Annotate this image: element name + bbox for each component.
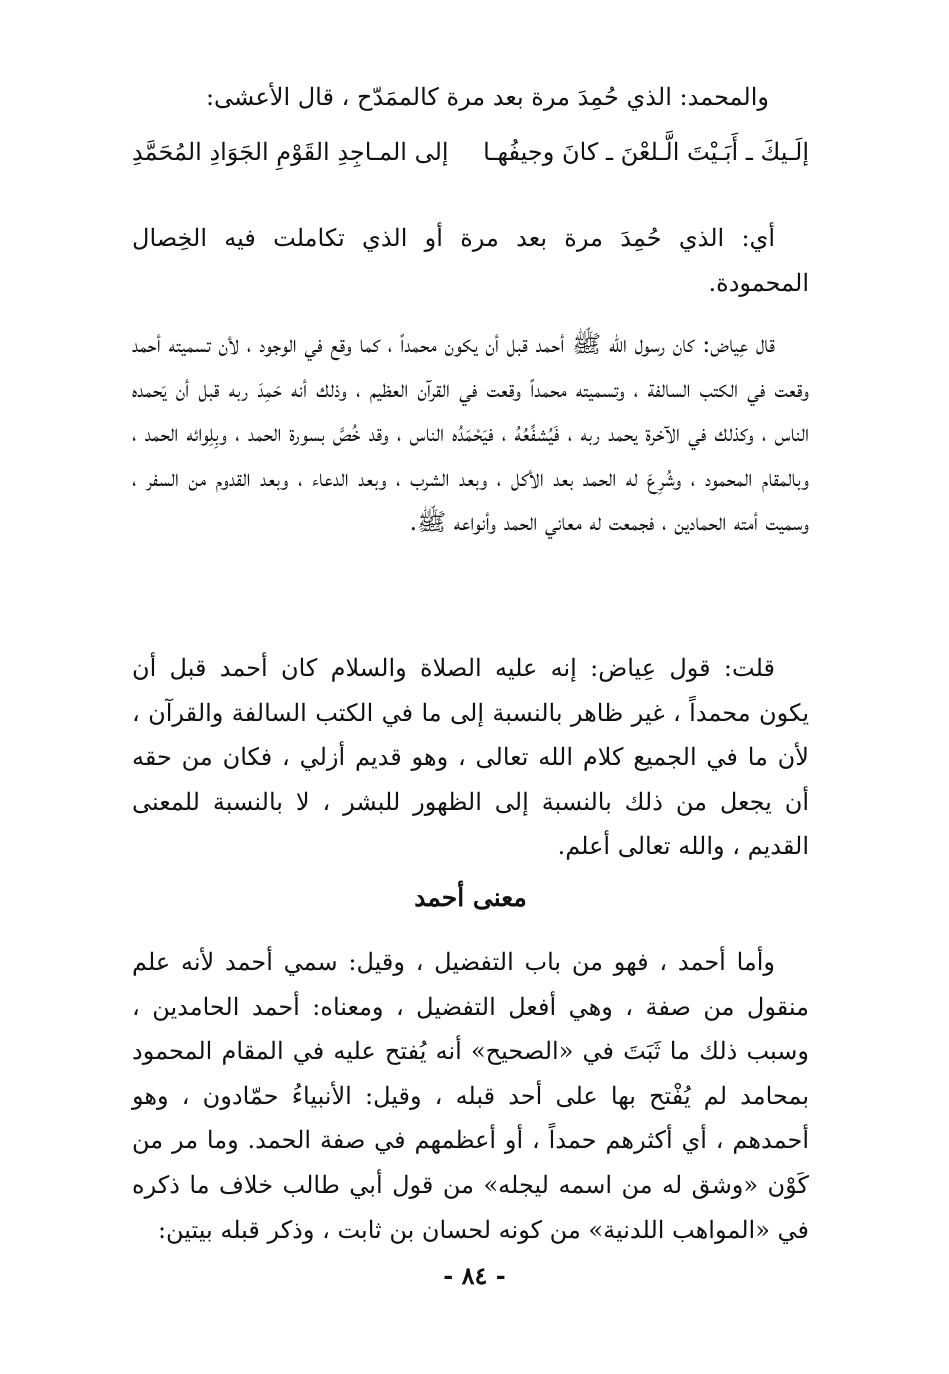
verse-first-hemistich: إلَـيكَ ـ أَبَـيْتَ الَّـلعْنَ ـ كانَ وجيفُهـا [483,138,809,166]
section-heading: معنى أحمد [414,883,527,912]
paragraph-commentary: قلت: قول عِياض: إنه عليه الصلاة والسلام كان أحمد قبل أن يكون محمداً ، غير ظاهر بالنسبة إلى ما في الكتب السالفة والقرآن ، لأن ما في الجميع كلام الله تعالى ، وهو قديم أزلي ، فكان من حقه أن يجعل من ذلك بالنسبة إلى الظهور للبشر ، لا بالنسبة للمعنى القديم ، والله تعالى أعلم. [132,654,809,861]
page-number: - ٨٤ - [443,1261,506,1290]
verse-second-hemistich: إلى المـاجِدِ القَوْمِ الجَوَادِ المُحَمَّدِ [132,138,449,166]
paragraph-iyad-quote: قال عِياض: كان رسول الله ﷺ أحمد قبل أن يكون محمداً ، كما وقع في الوجود ، لأن تسميته أحمد وقعت في الكتب السالفة ، وتسميته محمداً وقعت في القرآن العظيم ، وذلك أنه حَمِدَ ربه قبل أن يَحمده الناس ، وكذلك في الآخرة يحمد ربه ، فَيُشفِّعُهُ ، فيَحْمَدُه الناس ، وقد خُصَّ بسورة الحمد ، وبِلِوائه الحمد ، وبالمقام المحمود ، وشُرِعَ له الحمد بعد الأكل ، وبعد الشرب ، وبعد الدعاء ، وبعد القدوم من السفر ، وسميت أمته الحمادين ، فجمعت له معاني الحمد وأنواعه ﷺ. [132,330,809,537]
paragraph-explanation: أي: الذي حُمِدَ مرة بعد مرة أو الذي تكاملت فيه الخِصال المحمودة. [132,224,809,297]
intro-line: والمحمد: الذي حُمِدَ مرة بعد مرة كالممَدّح ، قال الأعشى: [205,83,769,111]
poetry-verse [132,130,809,174]
paragraph-ahmad-meaning: وأما أحمد ، فهو من باب التفضيل ، وقيل: سمي أحمد لأنه علم منقول من صفة ، وهي أفعل التفضيل ، ومعناه: أحمد الحامدين ، وسبب ذلك ما ثَبَتَ في «الصحيح» أنه يُفتح عليه في المقام المحمود بمحامد لم يُفْتح بها على أحد قبله ، وقيل: الأنبياءُ حمّادون ، وهو أحمدهم ، أي أكثرهم حمداً ، أو أعظمهم في صفة الحمد. وما مر من كَوْن «وشق له من اسمه ليجله» من قول أبي طالب خلاف ما ذكره في «المواهب اللدنية» من كونه لحسان بن ثابت ، وذكر قبله بيتين: [132,948,809,1244]
